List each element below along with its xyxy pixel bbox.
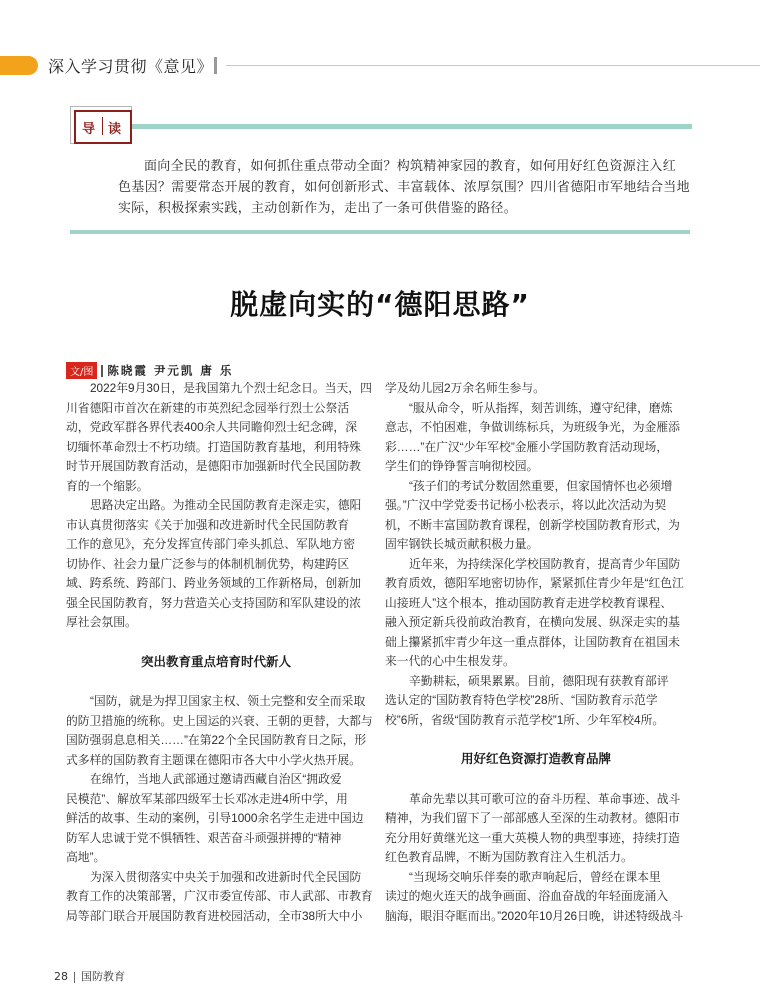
body-line: 切缅怀革命烈士不朽功绩。打造国防教育基地，利用特殊: [66, 439, 361, 454]
body-line: 高地”。: [66, 850, 106, 864]
guide-line: 色基因？需要常态开展的教育，如何创新形式、丰富载体、浓厚氛围？四川省德阳市军地结合当地: [118, 180, 690, 195]
subheading: 用好红色资源打造教育品牌: [460, 752, 611, 766]
guide-label-char-1: 导: [82, 122, 96, 137]
body-line: 民模范”、解放军某部四级军士长邓冰走进4所中学，用: [66, 791, 348, 806]
body-line: 鲜活的故事、生动的案例，引导1000余名学生走进中国边: [66, 811, 364, 825]
byline-tag: 文/图: [66, 362, 97, 379]
body-line: 国防强弱息息相关……”在第22个全民国防教育日之际，形: [66, 733, 367, 747]
guide-label-divider: [102, 117, 103, 135]
byline-divider: [101, 365, 103, 377]
body-line: 为深入贯彻落实中央关于加强和改进新时代全民国防: [90, 869, 362, 884]
body-line: 读过的炮火连天的战争画面、浴血奋战的年轻面庞涌入: [385, 889, 669, 903]
body-line: 域、跨系统、跨部门、跨业务领域的工作新格局，创新加: [66, 576, 361, 590]
body-line: 教育质效，德阳军地密切协作，紧紧抓住青少年是“红色江: [385, 576, 684, 590]
header-rule: [226, 65, 760, 66]
body-line: 时节开展国防教育活动，是德阳市加强新时代全民国防教: [66, 459, 361, 473]
guide-line: 实际，积极探索实践，主动创新作为，走出了一条可供借鉴的路径。: [118, 201, 518, 216]
body-line: 校”6所，省级“国防教育示范学校”1所、少年军校4所。: [385, 712, 665, 727]
body-line: 固牢钢铁长城贡献积极力量。: [385, 537, 539, 551]
body-line: 来一代的心中生根发芽。: [385, 654, 515, 668]
body-line: 学及幼儿园2万余名师生参与。: [385, 381, 545, 395]
byline-authors: 陈晓霞 尹元凯 唐 乐: [107, 363, 234, 378]
body-line: 机，不断丰富国防教育课程，创新学校国防教育形式，为: [385, 517, 680, 532]
body-line: “当现场交响乐伴奏的歌声响起后，曾经在课本里: [409, 869, 661, 884]
page-number: 28: [54, 970, 68, 983]
body-line: 市认真贯彻落实《关于加强和改进新时代全民国防教育: [66, 517, 350, 532]
body-line: 局等部门联合开展国防教育进校园活动，全市38所大中小: [66, 908, 363, 923]
byline: [66, 360, 233, 379]
publication-name: 国防教育: [81, 970, 125, 983]
body-line: 彩……”在广汉“少年军校”金雁小学国防教育活动现场，: [385, 439, 669, 454]
body-line: 近年来，为持续深化学校国防教育，提高青少年国防: [409, 556, 681, 571]
body-line: 础上攥紧抓牢青少年这一重点群体，让国防教育在祖国未: [385, 634, 680, 649]
body-line: “孩子们的考试分数固然重要，但家国情怀也必须增: [409, 478, 673, 493]
guide-rule: [132, 124, 692, 129]
body-line: “服从命令，听从指挥，刻苦训练，遵守纪律，磨炼: [409, 400, 673, 415]
guide-bottom-rule: [70, 230, 690, 234]
body-line: 红色教育品牌，不断为国防教育注入生机活力。: [385, 850, 633, 864]
body-line: 思路决定出路。为推动全民国防教育走深走实，德阳: [90, 498, 362, 512]
body-line: 厚社会氛围。: [66, 615, 137, 629]
body-line: 革命先辈以其可歌可泣的奋斗历程、革命事迹、战斗: [409, 791, 681, 806]
body-line: 精神，为我们留下了一部部感人至深的生动教材。德阳市: [385, 811, 680, 825]
body-line: 防军人忠诚于党不惧牺牲、艰苦奋斗顽强拼搏的“精神: [66, 830, 342, 845]
body-line: 工作的意见》，充分发挥宣传部门牵头抓总、军队地方密: [66, 537, 356, 551]
section-marker: [0, 56, 38, 75]
guide-paragraph: [118, 156, 690, 219]
guide-line: 面向全民的教育，如何抓住重点带动全面？构筑精神家园的教育，如何用好红色资源注入红: [144, 159, 677, 174]
body-line: 选认定的“国防教育特色学校”28所、“国防教育示范学: [385, 693, 658, 707]
body-line: 动，党政军群各界代表400余人共同瞻仰烈士纪念碑，深: [66, 420, 358, 434]
guide-label-char-2: 读: [108, 122, 122, 137]
body-line: 切协作、社会力量广泛参与的体制机制优势，构建跨区: [66, 556, 350, 571]
body-line: 山接班人”这个根本，推动国防教育走进学校教育课程、: [385, 595, 673, 610]
body-line: “国防，就是为捍卫国家主权、领土完整和安全而采取: [90, 694, 366, 708]
body-line: 学生们的铮铮誓言响彻校园。: [385, 459, 539, 473]
right-column: [385, 379, 687, 926]
body-line: 的防卫措施的统称。史上国运的兴衰、王朝的更替，大都与: [66, 713, 373, 728]
page-footer: [54, 968, 125, 984]
left-column: [66, 379, 373, 926]
body-line: 式多样的国防教育主题课在德阳市各大中小学火热开展。: [66, 752, 361, 767]
footer-divider: [74, 972, 75, 983]
body-line: 2022年9月30日，是我国第九个烈士纪念日。当天，四: [90, 381, 372, 395]
body-line: 强。”广汉中学党委书记杨小松表示，将以此次活动为契: [385, 498, 667, 512]
body-line: 在绵竹，当地人武部通过邀请西藏自治区“拥政爱: [90, 772, 342, 786]
section-title: 深入学习贯彻《意见》: [48, 57, 214, 76]
subheading: 突出教育重点培育时代新人: [140, 654, 291, 669]
section-divider: [214, 57, 217, 74]
body-line: 辛勤耕耘，硕果累累。目前，德阳现有获教育部评: [409, 673, 669, 688]
body-line: 强全民国防教育，努力营造关心支持国防和军队建设的浓: [66, 595, 361, 610]
body-line: 育的一个缩影。: [66, 478, 149, 493]
article-title: 脱虚向实的“德阳思路”: [230, 288, 530, 321]
body-line: 意志，不怕困难，争做训练标兵，为班级争光，为金雁添: [385, 420, 680, 434]
body-line: 教育工作的决策部署，广汉市委宣传部、市人武部、市教育: [66, 889, 373, 903]
body-line: 融入预定新兵役前政治教育，在横向发展、纵深走实的基: [385, 615, 680, 629]
body-line: 充分用好黄继光这一重大英模人物的典型事迹，持续打造: [385, 830, 680, 845]
body-line: 川省德阳市首次在新建的市英烈纪念园举行烈士公祭活: [66, 400, 350, 415]
body-line: 脑海，眼泪夺眶而出。”2020年10月26日晚，讲述特级战斗: [385, 908, 684, 923]
